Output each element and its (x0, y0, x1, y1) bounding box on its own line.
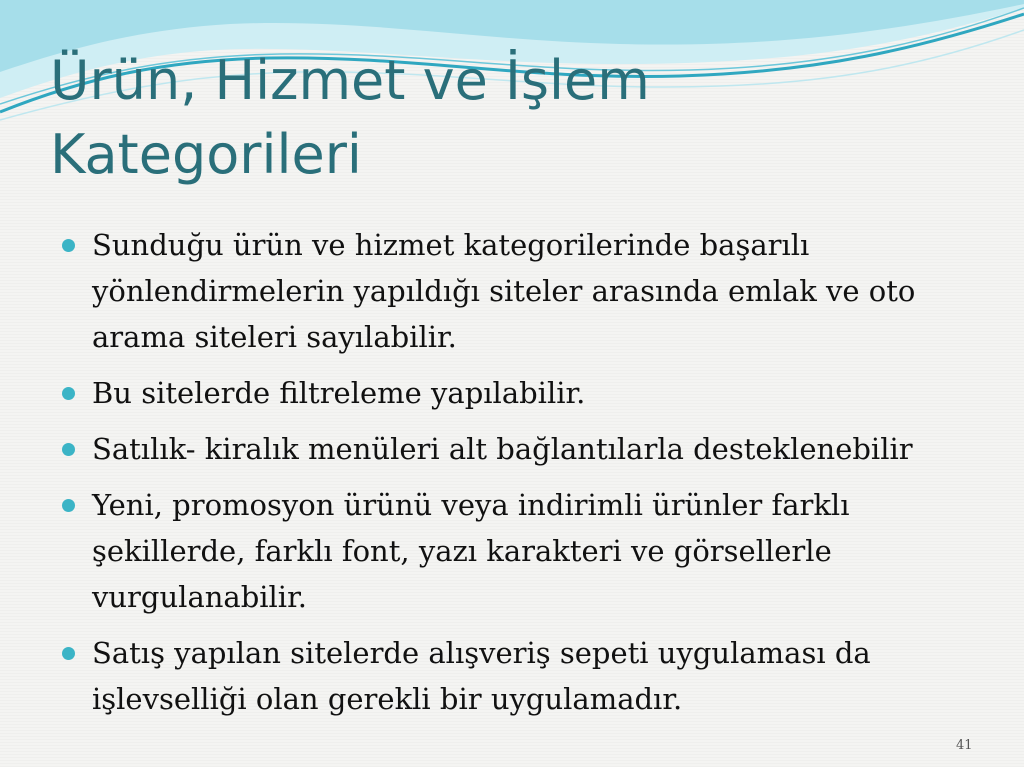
bullet-text: Yeni, promosyon ürünü veya indirimli ürünler farklı şekillerde, farklı font, yazı karakteri ve görsellerle vurgulanabilir. (92, 488, 850, 614)
bullet-icon (62, 239, 75, 252)
bullet-icon (62, 499, 75, 512)
bullet-icon (62, 387, 75, 400)
bullet-item (62, 630, 942, 722)
bullet-text: Satış yapılan sitelerde alışveriş sepeti uygulaması da işlevselliği olan gerekli bir uygulamadır. (92, 636, 871, 716)
bullet-list (62, 222, 942, 732)
bullet-item (62, 426, 942, 472)
bullet-text: Satılık- kiralık menüleri alt bağlantılarla desteklenebilir (92, 432, 913, 466)
bullet-item (62, 482, 942, 620)
bullet-icon (62, 647, 75, 660)
bullet-text: Bu sitelerde filtreleme yapılabilir. (92, 376, 586, 410)
bullet-item (62, 222, 942, 360)
bullet-item (62, 370, 942, 416)
bullet-icon (62, 443, 75, 456)
slide-title: Ürün, Hizmet ve İşlem Kategorileri (50, 49, 650, 186)
page-number: 41 (956, 738, 973, 753)
bullet-text: Sunduğu ürün ve hizmet kategorilerinde başarılı yönlendirmelerin yapıldığı siteler arasında emlak ve oto arama siteleri sayılabilir. (92, 228, 916, 354)
